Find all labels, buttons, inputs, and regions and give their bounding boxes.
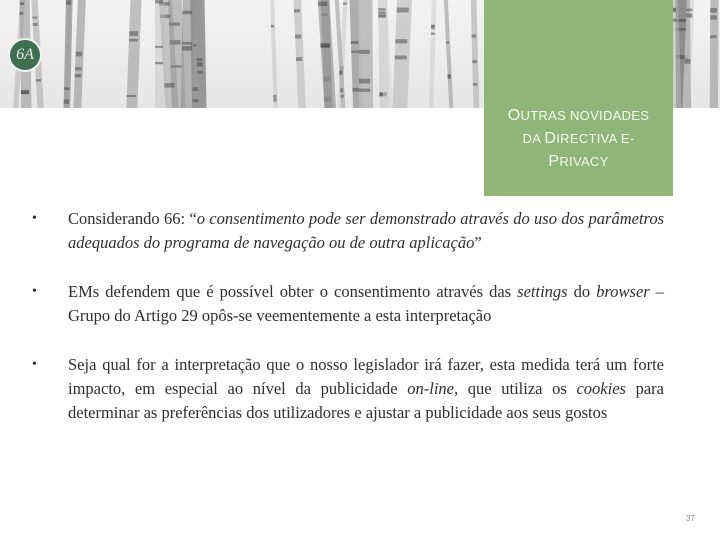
bullet-item: • Considerando 66: “o consentimento pode ser demonstrado através do uso dos parâmetros adequados do programa de navegação ou de outra aplicação” — [32, 209, 665, 252]
bark-mark — [395, 39, 407, 43]
bark-mark — [448, 74, 451, 77]
bark-mark — [472, 34, 477, 37]
logo: 6A — [10, 40, 40, 70]
tree-trunk — [155, 0, 165, 108]
bark-mark — [182, 46, 192, 51]
bark-mark — [318, 2, 327, 6]
bark-mark — [33, 23, 38, 26]
bark-mark — [75, 67, 81, 70]
bark-mark — [378, 11, 385, 14]
bullet-item: • Seja qual for a interpretação que o nosso legislador irá fazer, esta medida terá um forte impacto, em especial ao nível da publicidade on-line, que utiliza os cookies para determinar as preferências dos utilizadores e ajustar a publicidade aos seus gostos — [32, 355, 664, 422]
title-line-1: OUTRAS NOVIDADES — [507, 107, 650, 124]
bark-mark — [431, 33, 435, 35]
bark-mark — [320, 43, 329, 47]
bark-mark — [129, 31, 138, 36]
page-number: 37 — [686, 514, 695, 523]
bark-mark — [155, 0, 163, 3]
bark-mark — [127, 95, 136, 97]
bark-mark — [64, 87, 69, 90]
bark-mark — [19, 12, 23, 15]
bark-mark — [32, 16, 37, 18]
bark-mark — [341, 95, 344, 98]
bark-mark — [155, 62, 163, 64]
bark-mark — [155, 46, 163, 48]
bark-mark — [273, 98, 276, 102]
bark-mark — [296, 57, 302, 61]
tree-trunk — [126, 0, 141, 108]
bark-mark — [472, 60, 477, 63]
bullet-item: • EMs defendem que é possível obter o consentimento através das settings do browser – Grupo do Artigo 29 opôs-se veementemente a esta interpretação — [32, 282, 664, 325]
tree-trunk — [270, 0, 278, 108]
bark-mark — [378, 8, 385, 10]
bark-mark — [197, 59, 203, 61]
bark-mark — [20, 2, 24, 5]
tree-trunk — [64, 0, 73, 108]
bark-mark — [378, 15, 385, 18]
bark-mark — [197, 71, 203, 74]
bark-mark — [710, 35, 717, 38]
bark-mark — [431, 26, 435, 29]
bark-mark — [359, 89, 370, 92]
title-line-2: DA DIRECTIVA E- — [522, 130, 635, 147]
bark-mark — [294, 9, 300, 12]
bark-mark — [271, 25, 274, 28]
bark-mark — [66, 0, 71, 5]
title-panel — [484, 0, 673, 196]
bark-mark — [197, 62, 203, 66]
bark-mark — [340, 88, 343, 92]
bark-mark — [75, 74, 81, 77]
bark-mark — [164, 83, 174, 88]
bark-mark — [21, 90, 29, 94]
tree-trunk — [444, 0, 454, 108]
bark-mark — [710, 8, 717, 13]
bark-mark — [395, 55, 407, 59]
bark-mark — [182, 11, 192, 14]
bullet-icon: • — [32, 357, 37, 372]
tree-trunk — [181, 0, 195, 108]
bark-mark — [64, 99, 69, 104]
bark-mark — [359, 50, 370, 54]
bark-mark — [473, 83, 478, 86]
bark-mark — [684, 59, 690, 64]
bark-mark — [686, 9, 692, 12]
tree-trunk — [471, 0, 480, 108]
bark-mark — [129, 39, 138, 42]
bark-mark — [36, 79, 41, 81]
bark-mark — [182, 42, 192, 45]
tree-trunk — [318, 0, 336, 108]
bark-mark — [352, 88, 360, 92]
bark-mark — [343, 2, 347, 4]
slide-title — [484, 104, 673, 173]
bark-mark — [273, 95, 276, 98]
bark-mark — [351, 51, 359, 53]
bark-mark — [710, 15, 717, 19]
bark-mark — [351, 41, 359, 44]
bark-mark — [446, 41, 449, 43]
bullet-list — [32, 207, 664, 425]
tree-trunk — [294, 0, 306, 108]
bark-mark — [359, 79, 370, 84]
title-line-3: PRIVACY — [548, 153, 609, 170]
bullet-icon: • — [32, 211, 37, 226]
bark-mark — [76, 52, 82, 57]
bark-mark — [295, 35, 301, 39]
bark-mark — [686, 13, 692, 17]
tree-trunk — [429, 0, 437, 108]
bark-mark — [339, 71, 342, 75]
bark-mark — [397, 8, 409, 13]
bullet-icon: • — [32, 284, 37, 299]
tree-trunk — [392, 0, 411, 108]
